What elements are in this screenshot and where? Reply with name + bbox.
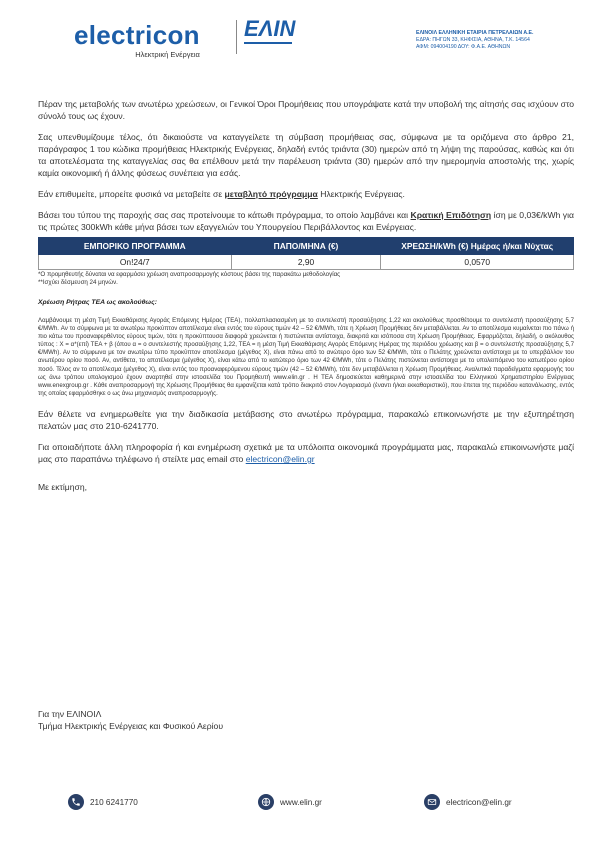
paragraph-variable-program xyxy=(38,188,574,200)
note-adjustment: *Ο προμηθευτής δύναται να εφαρμόσει χρέωση αναπροσαρμογής κόστους βάσει της παρακάτω μεθοδολογίας xyxy=(38,271,341,278)
footer-website[interactable] xyxy=(258,794,322,810)
variable-program-emphasis: μεταβλητό πρόγραμμα xyxy=(224,189,318,199)
footer-email-text: electricon@elin.gr xyxy=(446,797,512,807)
table-row xyxy=(39,255,574,270)
cell-fixed-fee: 2,90 xyxy=(231,255,381,270)
header-kwh-charge: ΧΡΕΩΣΗ/kWh (€) Ημέρας ή/και Νύχτας xyxy=(381,238,574,255)
paragraph-proposal xyxy=(38,209,574,233)
table-header-row xyxy=(39,238,574,255)
elin-underline xyxy=(244,42,292,44)
paragraph-termination: Σας υπενθυμίζουμε τέλος, ότι δικαιούστε να καταγγείλετε τη σύμβαση προμήθειας σας, σύμφωνα με τα οριζόμενα στο άρθρο 21, παράγραφος 1 του κώδικα προμήθειας Ηλεκτρικής Ενέργειας, δηλαδή εντός τριάντα (30) ημερών από τη λήψη της παρούσας, καθώς και ότι τα αποτελέσματα της καταγγελίας σας θα επέλθουν μετά την παρέλευση τριάντα (30) ημερών από την ημερομηνία αποστολής της, χωρίς καμία οικονομική ή άλλης φύσεως συνέπεια για εσάς. xyxy=(38,132,574,178)
state-subsidy-emphasis: Κρατική Επιδότηση xyxy=(410,210,492,220)
text-segment: Ηλεκτρικής Ενέργειας. xyxy=(317,189,405,199)
logo-text: electricon xyxy=(74,20,200,50)
paragraph-contact-other xyxy=(38,441,574,465)
paragraph-terms: Πέραν της μεταβολής των ανωτέρω χρεώσεων, οι Γενικοί Όροι Προμήθειας που υπογράψατε κατά την υποβολή της αίτησής σας ισχύουν στο σύνολό τους ως έχουν. xyxy=(38,99,574,121)
letter-body xyxy=(38,98,574,502)
logo-subtitle: Ηλεκτρική Ενέργεια xyxy=(135,50,200,59)
cell-program: On!24/7 xyxy=(39,255,232,270)
signature-department: Τμήμα Ηλεκτρικής Ενέργειας και Φυσικού Αερίου xyxy=(38,721,224,731)
footer-phone-text: 210 6241770 xyxy=(90,797,138,807)
header-fixed-fee: ΠΑΠΟ/ΜΗΝΑ (€) xyxy=(231,238,381,255)
paragraph-contact-transfer: Εάν θέλετε να ενημερωθείτε για την διαδικασία μετάβασης στο ανωτέρω πρόγραμμα, παρακαλώ επικοινωνήστε με την εξυπηρέτηση πελατών μας στο 210-6241770. xyxy=(38,408,574,431)
footer-email[interactable] xyxy=(424,794,512,810)
footer-website-text: www.elin.gr xyxy=(280,797,322,807)
elin-mark: ΕΛΙΝ xyxy=(244,16,296,41)
letter-header xyxy=(0,0,610,70)
company-name: ΕΛΙΝΟΙΛ ΕΛΛΗΝΙΚΗ ΕΤΑΙΡΙΑ ΠΕΤΡΕΛΑΙΩΝ Α.Ε. xyxy=(416,30,534,36)
letter-footer xyxy=(0,790,610,820)
note-commitment: **Ισχύει δέσμευση 24 μηνών. xyxy=(38,279,118,286)
email-icon xyxy=(424,794,440,810)
electricon-logo xyxy=(74,22,200,59)
tea-clause-title: Χρέωση Ρήτρας ΤΕΑ ως ακολούθως: xyxy=(38,299,157,306)
elin-logo xyxy=(244,18,298,44)
logo-divider xyxy=(236,20,237,54)
globe-icon xyxy=(258,794,274,810)
signature-company: Για την ΕΛΙΝΟΙΛ xyxy=(38,709,102,719)
text-segment: Εάν επιθυμείτε, μπορείτε φυσικά να μεταβείτε σε xyxy=(38,189,225,199)
company-address: ΕΔΡΑ: ΠΗΓΩΝ 33, ΚΗΦΙΣΙΑ, ΑΘΗΝΑ, Τ.Κ. 14564 xyxy=(416,37,530,43)
program-table xyxy=(38,237,574,270)
phone-icon xyxy=(68,794,84,810)
email-link[interactable]: electricon@elin.gr xyxy=(245,453,315,464)
header-program: ΕΜΠΟΡΙΚΟ ΠΡΟΓΡΑΜΜΑ xyxy=(39,238,232,255)
tea-clause-body: Λαμβάνουμε τη μέση Τιμή Εκκαθάρισης Αγοράς Επόμενης Ημέρας (ΤΕΑ), πολλαπλασιασμένη με το συντελεστή προσαύξησης 1,22 και ακολούθως προσθέτουμε το συντελεστή προσαύξησης 5,7 €/MWh. Αν το σύμφωνα με τα ανωτέρω προκύπτον αποτέλεσμα είναι εντός του εύρους τιμών 42 – 52 €/MWh, τότε η Χρέωση Προμήθειας δεν μεταβάλλεται. Αν το αποτέλεσμα κυμαίνεται πιο πάνω ή πιο κάτω του προαναφερθέντος εύρους τιμών, τότε η προκύπτουσα διαφορά χρεώνεται ή πιστώνεται αντίστοιχα, διακριτά και ισόποσα στη Χρέωση Προμήθειας. Εφαρμόζεται, δηλαδή, ο ακόλουθος τύπος : X = α*(επί) ΤΕΑ + β (όπου α = ο συντελεστής προσαύξησης 1,22, ΤΕΑ = η μέση Τιμή Εκκαθάρισης Αγοράς Επόμενης Ημέρας της περιόδου χρέωσης και β = ο συντελεστής προσαύξησης 5,7 €/MWh). Αν το σύμφωνα με τον ανωτέρω τύπο προκύπτον αποτέλεσμα (μέγεθος Χ), είναι πάνω από το ανώτερο όριο των 52 €/MWh, τότε ο Πελάτης χρεώνεται αντίστοιχα με το υπερβάλλον του ανωτέρου ορίου ποσό. Αν, αντίθετα, το αποτέλεσμα (μέγεθος Χ), είναι κάτω από το κατώτερο όριο των 42 €/MWh, τότε ο Πελάτης πιστώνεται αντίστοιχα με το υπολειπόμενο του κατωτέρου ορίου ποσό. Τέλος αν το αποτέλεσμα (μέγεθος Χ), είναι εντός του προαναφερόμενου εύρους τιμών (42 – 52 €/MWh), τότε δεν μεταβάλλεται η Χρέωση Προμήθειας. Αναλυτικά παραδείγματα εφαρμογής του ως άνω τρόπου υπολογισμού έχουν αναρτηθεί στην ιστοσελίδα του Προμηθευτή www.elin.gr . Η ΤΕΑ δημοσιεύεται καθημερινά στην ιστοσελίδα του Ελληνικού Χρηματιστηρίου Ενέργειας www.enexgroup.gr . Κάθε αναπροσαρμογή της Χρέωσης Προμήθειας θα εμφανίζεται κατά τρόπο διακριτό στον Λογαριασμό (έναντι ή/και εκκαθαριστικό), που έπεται της περιόδου κατανάλωσης, εντός της οποίας εφαρμόσθηκε ο ως άνω μηχανισμός αναπροσαρμογής. xyxy=(38,317,574,397)
company-info xyxy=(416,30,533,51)
company-tax: ΑΦΜ: 094004190 ΔΟΥ: Φ.Α.Ε. ΑΘΗΝΩΝ xyxy=(416,44,511,50)
closing-regards: Με εκτίμηση, xyxy=(38,481,88,492)
signature-block xyxy=(38,708,223,732)
table-notes xyxy=(38,271,574,287)
text-segment: Για οποιαδήποτε άλλη πληροφορία ή και ενημέρωση σχετικά με τα υπόλοιπα οικονομικά προγράμματα μας, παρακαλώ επικοινωνήστε μαζί μας στο παραπάνω τηλέφωνο ή στείλτε μας email στο xyxy=(38,441,574,464)
text-segment: Βάσει του τύπου της παροχής σας σας προτείνουμε το κάτωθι πρόγραμμα, το οποίο λαμβάνει και xyxy=(38,210,411,220)
cell-kwh-charge: 0,0570 xyxy=(381,255,574,270)
text-segment: ίση με 0,03€/kWh για τις πρώτες 300kWh κάθε μήνα βάσει των εξαγγελιών του Υπουργείου Περιβάλλοντος και Ενέργειας. xyxy=(38,210,574,232)
footer-phone[interactable] xyxy=(68,794,138,810)
